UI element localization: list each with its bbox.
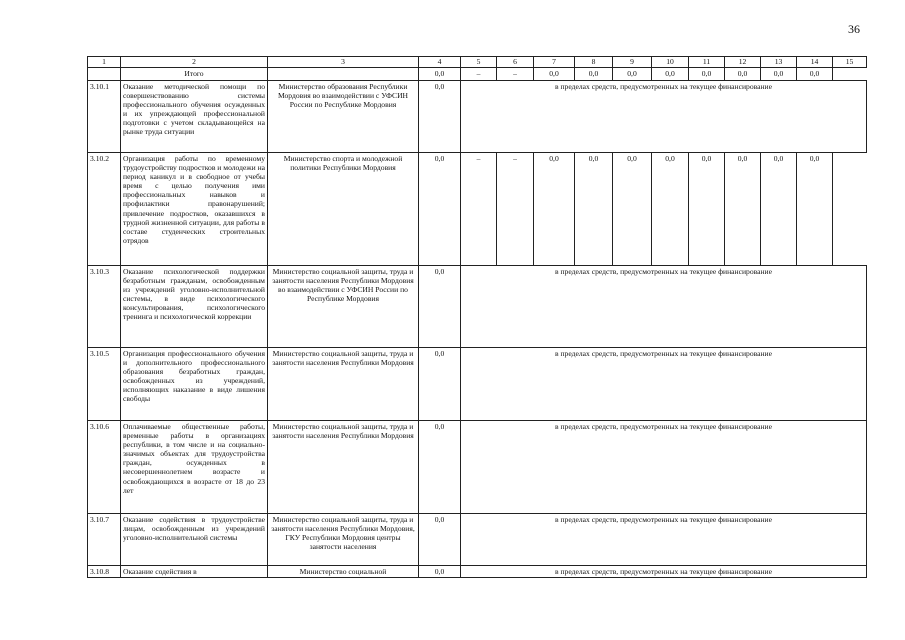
value-cell: 0,0	[575, 153, 613, 266]
value-cell: 0,0	[689, 153, 725, 266]
financing-note: в пределах средств, предусмотренных на текущее финансирование	[461, 81, 867, 153]
total-label: Итого	[121, 68, 268, 81]
column-number: 12	[725, 57, 761, 68]
total-cell: 0,0	[419, 348, 461, 421]
activity-cell: Оплачиваемые общественные работы, временные работы в организациях республики, в том числе и на социально-значимых объектах для трудоустройства граждан, осужденных в несовершеннолетнем возрасте и освобождающихся в возрасте от 18 до 23 лет	[121, 421, 268, 514]
table-row	[88, 348, 867, 421]
column-number: 14	[797, 57, 833, 68]
total-value: 0,0	[761, 68, 797, 81]
executor-cell: Министерство социальной	[268, 566, 419, 578]
row-number: 3.10.1	[88, 81, 121, 153]
row-number: 3.10.6	[88, 421, 121, 514]
total-value: 0,0	[613, 68, 652, 81]
executor-cell: Министерство социальной защиты, труда и занятости населения Республики Мордовия	[268, 421, 419, 514]
column-number: 2	[121, 57, 268, 68]
total-cell: 0,0	[419, 266, 461, 348]
program-activities-table	[87, 56, 867, 578]
activity-cell: Организация работы по временному трудоустройству подростков и молодежи на период каникул и в свободное от учебы время с целью получения ими профессиональных навыков и профилактики правонарушений; привлечение подростков, оказавшихся в трудной жизненной ситуации, для работы в составе студенческих строительных отрядов	[121, 153, 268, 266]
column-number: 7	[534, 57, 575, 68]
value-cell: –	[461, 153, 497, 266]
total-value: 0,0	[689, 68, 725, 81]
financing-note: в пределах средств, предусмотренных на текущее финансирование	[461, 348, 867, 421]
value-cell: –	[497, 153, 534, 266]
activity-cell: Оказание содействия в	[121, 566, 268, 578]
column-number: 5	[461, 57, 497, 68]
table-row	[88, 514, 867, 566]
column-number: 8	[575, 57, 613, 68]
value-cell: 0,0	[613, 153, 652, 266]
table-row	[88, 266, 867, 348]
total-cell: 0,0	[419, 514, 461, 566]
financing-note: в пределах средств, предусмотренных на текущее финансирование	[461, 421, 867, 514]
activity-cell: Оказание содействия в трудоустройстве лицам, освобожденным из учреждений уголовно-исполнительной системы	[121, 514, 268, 566]
total-value: 0,0	[419, 68, 461, 81]
table-row	[88, 153, 867, 266]
executor-cell: Министерство социальной защиты, труда и занятости населения Республики Мордовия во взаимодействии с УФСИН России по Республике Мордовия	[268, 266, 419, 348]
column-number-row	[88, 57, 867, 68]
activity-cell: Оказание психологической поддержки безработным гражданам, освобожденным из учреждений уголовно-исполнительной системы, в виде психологического консультирования, психологического тренинга и психологической коррекции	[121, 266, 268, 348]
executor-cell: Министерство спорта и молодежной политики Республики Мордовия	[268, 153, 419, 266]
executor-cell: Министерство образования Республики Мордовия во взаимодействии с УФСИН России по Республике Мордовия	[268, 81, 419, 153]
row-number: 3.10.7	[88, 514, 121, 566]
row-number: 3.10.3	[88, 266, 121, 348]
value-cell: 0,0	[725, 153, 761, 266]
financing-note: в пределах средств, предусмотренных на текущее финансирование	[461, 266, 867, 348]
table-row	[88, 566, 867, 578]
total-cell: 0,0	[419, 421, 461, 514]
column-number: 9	[613, 57, 652, 68]
activity-cell: Оказание методической помощи по совершенствованию системы профессионального обучения осужденных и их упреждающей профессиональной подготовки с учетом складывающейся на рынке труда ситуации	[121, 81, 268, 153]
column-number: 10	[652, 57, 689, 68]
total-cell: 0,0	[419, 153, 461, 266]
column-number: 6	[497, 57, 534, 68]
value-cell: 0,0	[652, 153, 689, 266]
executor-cell: Министерство социальной защиты, труда и занятости населения Республики Мордовия, ГКУ Республики Мордовия центры занятости населения	[268, 514, 419, 566]
financing-note: в пределах средств, предусмотренных на текущее финансирование	[461, 566, 867, 578]
value-cell: 0,0	[534, 153, 575, 266]
row-number: 3.10.5	[88, 348, 121, 421]
total-value: 0,0	[575, 68, 613, 81]
total-value: 0,0	[797, 68, 833, 81]
total-cell: 0,0	[419, 81, 461, 153]
activity-cell: Организация профессионального обучения и дополнительного профессионального образования безработных граждан, освобожденных из учреждений, исполняющих наказание в виде лишения свободы	[121, 348, 268, 421]
total-cell: 0,0	[419, 566, 461, 578]
financing-note: в пределах средств, предусмотренных на текущее финансирование	[461, 514, 867, 566]
column-number: 3	[268, 57, 419, 68]
row-number: 3.10.2	[88, 153, 121, 266]
table-row	[88, 81, 867, 153]
column-number: 1	[88, 57, 121, 68]
value-cell: 0,0	[761, 153, 797, 266]
total-value: 0,0	[534, 68, 575, 81]
executor-cell: Министерство социальной защиты, труда и занятости населения Республики Мордовия	[268, 348, 419, 421]
total-row	[88, 68, 867, 81]
total-value: 0,0	[725, 68, 761, 81]
column-number: 13	[761, 57, 797, 68]
total-value: –	[461, 68, 497, 81]
row-number: 3.10.8	[88, 566, 121, 578]
page-number: 36	[848, 22, 860, 36]
total-value: 0,0	[652, 68, 689, 81]
column-number: 15	[833, 57, 867, 68]
column-number: 4	[419, 57, 461, 68]
column-number: 11	[689, 57, 725, 68]
table-row	[88, 421, 867, 514]
value-cell: 0,0	[797, 153, 833, 266]
total-value: –	[497, 68, 534, 81]
